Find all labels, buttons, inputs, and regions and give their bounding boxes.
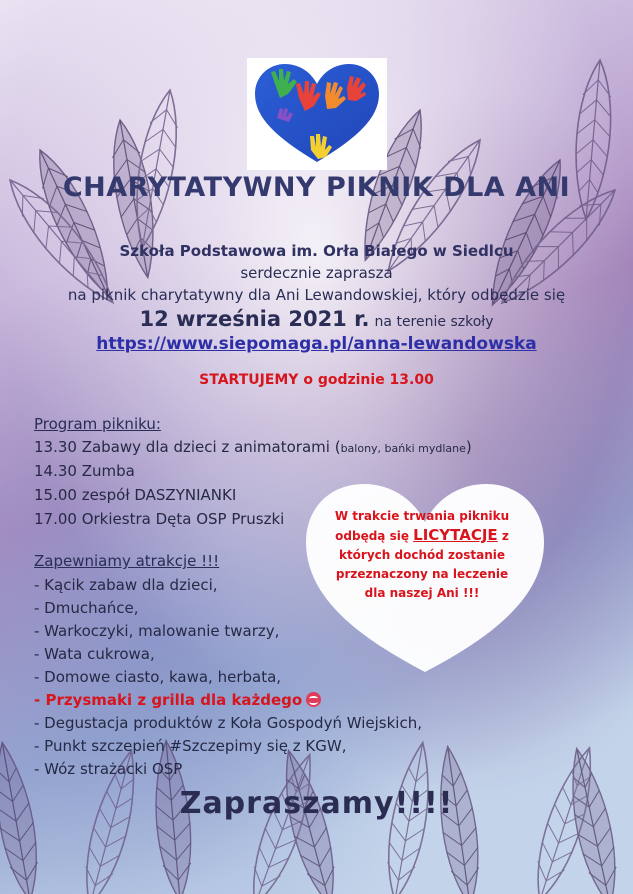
attraction-item: - Wóz strażacki OSP [34,760,183,778]
closing-invite: Zapraszamy!!!! [179,786,454,821]
attraction-item: - Wata cukrowa, [34,645,155,663]
auction-highlight: LICYTACJE [413,526,498,544]
school-name: Szkoła Podstawowa im. Orła Białego w Siedlcu [119,242,514,260]
program-item: 14.30 Zumba [34,462,135,480]
attraction-item: - Warkoczyki, malowanie twarzy, [34,622,280,640]
smile-icon [306,692,321,707]
event-description: na piknik charytatywny dla Ani Lewandowskiej, który odbędzie się [67,286,566,304]
program-item: 17.00 Orkiestra Dęta OSP Pruszki [34,510,285,528]
program-item: 13.30 Zabawy dla dzieci z animatorami (balony, bańki mydlane) [34,438,472,456]
fundraiser-link[interactable]: https://www.siepomaga.pl/anna-lewandowska [96,334,537,354]
auction-notice: W trakcie trwania pikniku odbędą się LICYTACJE z których dochód zostanie przeznaczony na leczenie dla naszej Ani !!! [334,509,510,600]
event-location: na terenie szkoły [374,314,494,330]
start-time: STARTUJEMY o godzinie 13.00 [199,372,434,388]
event-date: 12 września 2021 r. [139,307,370,331]
attractions-title: Zapewniamy atrakcje !!! [34,552,220,570]
invite-line: serdecznie zaprasza [240,264,393,282]
attraction-item-highlight: - Przysmaki z grilla dla każdego [34,691,321,709]
attraction-item: - Degustacja produktów z Koła Gospodyń Wiejskich, [34,714,422,732]
event-date-line [0,307,633,331]
attraction-item: - Domowe ciasto, kawa, herbata, [34,668,282,686]
page-title: CHARYTATYWNY PIKNIK DLA ANI [62,172,571,203]
program-title: Program pikniku: [34,415,161,433]
attraction-item: - Dmuchańce, [34,599,139,617]
attraction-item: - Kącik zabaw dla dzieci, [34,576,218,594]
attraction-item: - Punkt szczepień #Szczepimy się z KGW, [34,737,347,755]
program-item: 15.00 zespół DASZYNIANKI [34,486,237,504]
